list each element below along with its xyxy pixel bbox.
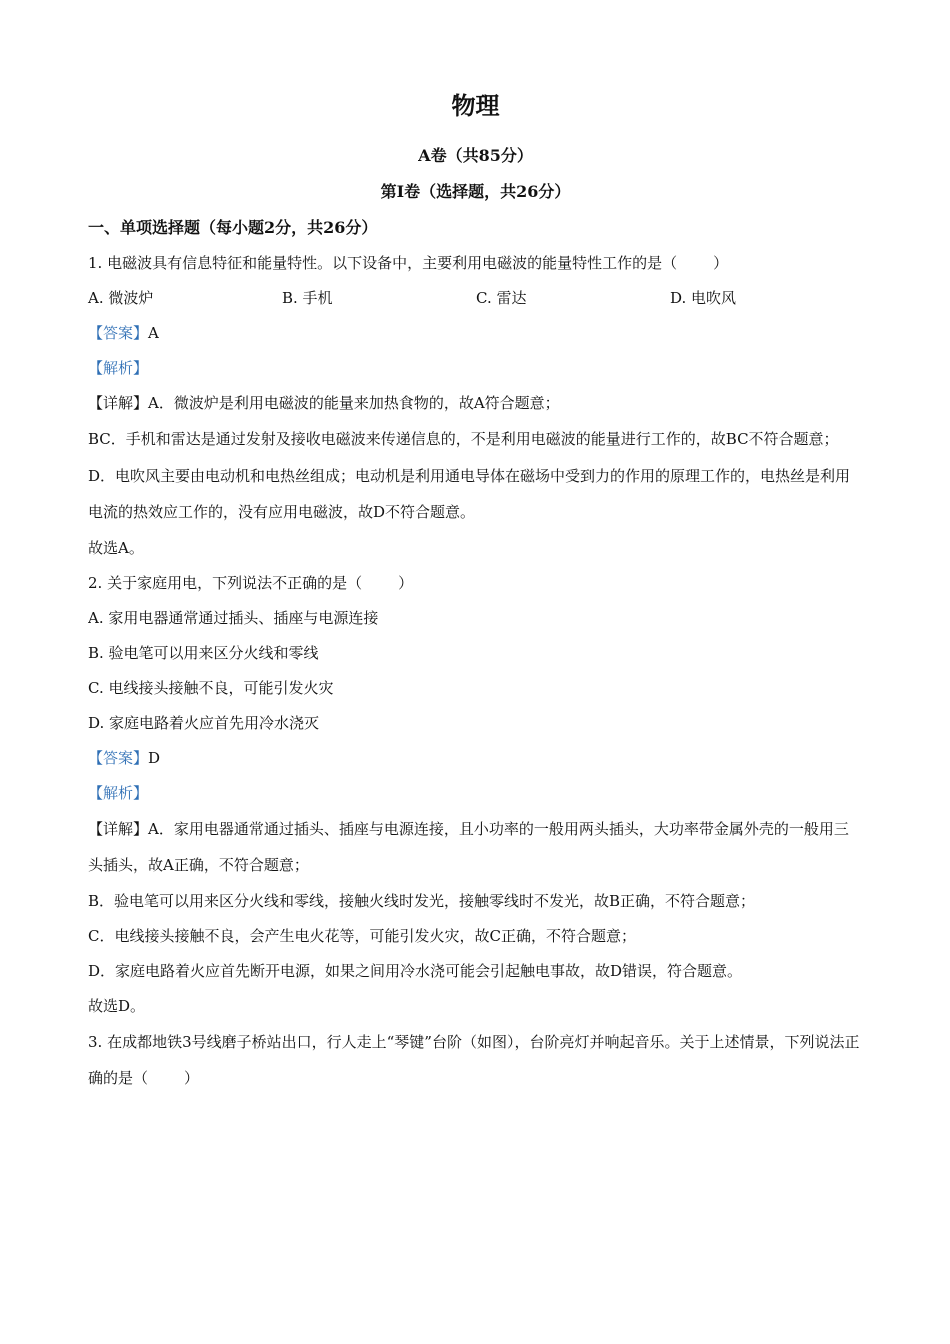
question-1-analysis bbox=[88, 351, 863, 386]
question-2-option-d: D. 家庭电路着火应首先用冷水浇灭 bbox=[88, 713, 320, 732]
volume-a-heading: A卷（共85分） bbox=[418, 146, 533, 165]
question-2-answer: 【答案】D bbox=[88, 748, 161, 767]
option-a: A. 微波炉 bbox=[88, 289, 154, 307]
question-2-option-c: C. 电线接头接触不良，可能引发火灾 bbox=[88, 678, 334, 697]
question-1-answer: 【答案】A bbox=[88, 324, 159, 342]
question-1-detail-1: 【详解】A．微波炉是利用电磁波的能量来加热食物的，故A符合题意； bbox=[88, 394, 560, 412]
question-2-detail-4: D．家庭电路着火应首先断开电源，如果之间用冷水浇可能会引起触电事故，故D错误，符合题意。 bbox=[88, 961, 743, 980]
detail-tag: 【详解】 bbox=[88, 394, 149, 412]
option-c: C. 雷达 bbox=[476, 289, 527, 307]
question-3-stem: 3. 在成都地铁3号线磨子桥站出口，行人走上“琴键”台阶（如图），台阶亮灯并响起音乐。关于上述情景，下列说法正确的是（ ） bbox=[88, 1032, 860, 1087]
question-2-detail-1: 【详解】A．家用电器通常通过插头、插座与电源连接，且小功率的一般用两头插头，大功率带金属外壳的一般用三头插头，故A正确，不符合题意； bbox=[88, 819, 849, 874]
question-2-conclusion: 故选D。 bbox=[88, 996, 146, 1015]
analysis-tag: 【解析】 bbox=[88, 359, 149, 377]
volume-1-heading: 第I卷（选择题，共26分） bbox=[380, 182, 571, 201]
analysis-tag: 【解析】 bbox=[88, 783, 149, 802]
option-b: B. 手机 bbox=[282, 289, 333, 307]
question-1-detail-2: BC．手机和雷达是通过发射及接收电磁波来传递信息的，不是利用电磁波的能量进行工作的，故BC不符合题意； bbox=[88, 430, 839, 448]
answer-tag: 【答案】 bbox=[88, 324, 149, 342]
question-1-detail-3: D．电吹风主要由电动机和电热丝组成；电动机是利用通电导体在磁场中受到力的作用的原理工作的，电热丝是利用电流的热效应工作的，没有应用电磁波，故D不符合题意。 bbox=[88, 466, 851, 521]
question-2-stem: 2. 关于家庭用电，下列说法不正确的是（ ） bbox=[88, 573, 414, 592]
question-2-detail-3: C．电线接头接触不良，会产生电火花等，可能引发火灾，故C正确，不符合题意； bbox=[88, 926, 636, 945]
question-2-option-a: A. 家用电器通常通过插头、插座与电源连接 bbox=[88, 608, 379, 627]
question-2-detail-2: B．验电笔可以用来区分火线和零线，接触火线时发光，接触零线时不发光，故B正确，不符合题意； bbox=[88, 891, 756, 910]
question-1-conclusion: 故选A。 bbox=[88, 538, 144, 557]
document-page bbox=[88, 84, 863, 1097]
detail-tag: 【详解】 bbox=[88, 819, 149, 838]
option-d: D. 电吹风 bbox=[670, 289, 737, 307]
answer-tag: 【答案】 bbox=[88, 748, 149, 767]
page-title: 物理 bbox=[451, 91, 500, 120]
question-2-option-b: B. 验电笔可以用来区分火线和零线 bbox=[88, 643, 319, 662]
section-heading: 一、单项选择题（每小题2分，共26分） bbox=[88, 218, 378, 237]
question-1-stem: 1. 电磁波具有信息特征和能量特性。以下设备中，主要利用电磁波的能量特性工作的是（ ） bbox=[88, 254, 729, 272]
question-1-options bbox=[88, 281, 863, 316]
question-2-analysis bbox=[88, 776, 863, 811]
